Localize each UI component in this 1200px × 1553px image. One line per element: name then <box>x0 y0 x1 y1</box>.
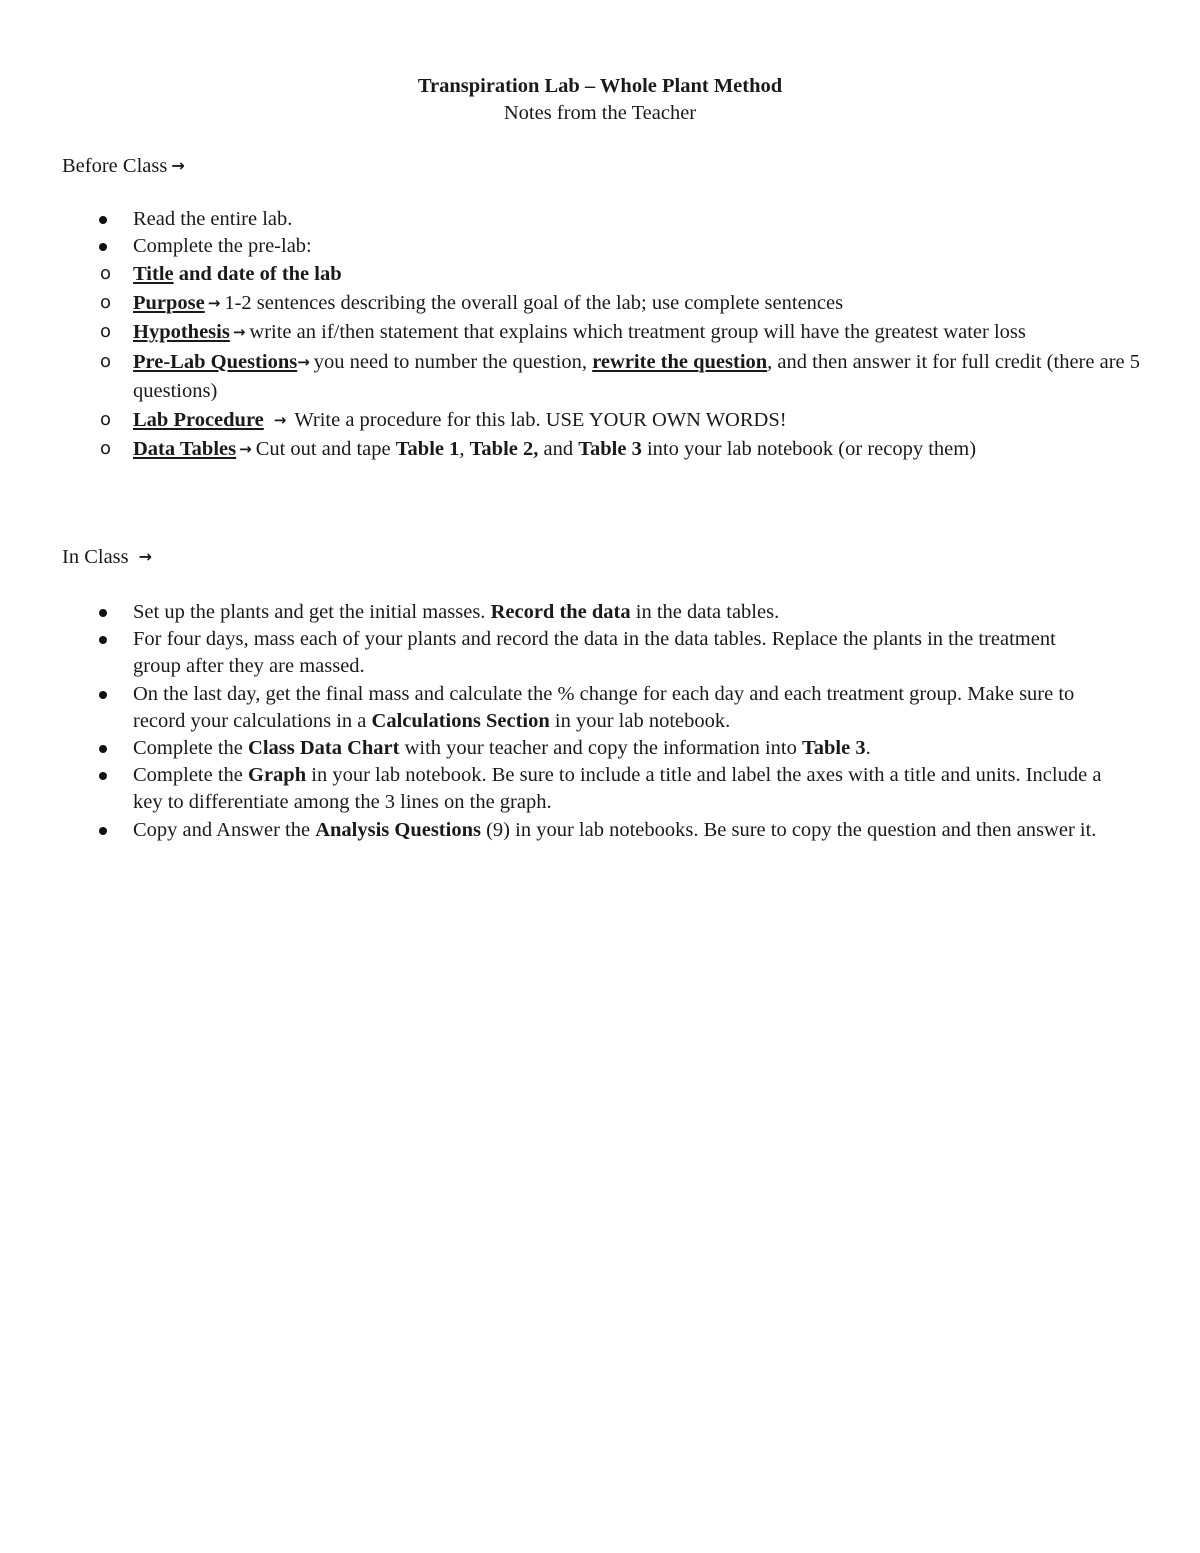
list-item: Read the entire lab. <box>0 206 1108 233</box>
sublist-item-title: o Title and date of the lab <box>63 260 1143 289</box>
list-item: On the last day, get the final mass and calculate the % change for each day and each treatment group. Make sure to record your calculations in a Calculations Section in your lab notebook. <box>0 681 1108 735</box>
sublist-item-purpose: o Purpose → 1-2 sentences describing the overall goal of the lab; use complete sentences <box>63 289 1143 319</box>
list-item: Complete the pre-lab: o Title and date of the lab o Purpose → 1-2 sentences describing the overall goal of the lab; use complete sentences o Hypothesis → write an if/then statement that explains which treatment group will have the greatest water loss o Pre-Lab Questions→ you need to number the question, rewrite the question, and then answer it for full credit (there are 5 questions) o Lab Procedure → Write a procedure for this lab. USE YOUR OWN WORDS! o Data Tables → Cut out and tape Table 1, Table 2, and Table 3 into your lab notebook (or recopy them) <box>0 233 1108 465</box>
sublist-item-lab-procedure: o Lab Procedure → Write a procedure for this lab. USE YOUR OWN WORDS! <box>63 406 1143 436</box>
list-item: For four days, mass each of your plants and record the data in the data tables. Replace the plants in the treatment group after they are massed. <box>0 626 1108 680</box>
circle-bullet-icon: o <box>100 263 112 285</box>
circle-bullet-icon: o <box>100 350 112 372</box>
bullet-icon <box>99 827 107 835</box>
bullet-icon <box>99 636 107 644</box>
list-item: Copy and Answer the Analysis Questions (9) in your lab notebooks. Be sure to copy the question and then answer it. <box>0 817 1108 844</box>
bullet-icon <box>99 216 107 224</box>
bullet-icon <box>99 243 107 251</box>
sublist-item-hypothesis: o Hypothesis → write an if/then statement that explains which treatment group will have the greatest water loss <box>63 318 1143 348</box>
right-arrow-icon: → <box>207 293 221 312</box>
page-title: Transpiration Lab – Whole Plant Method <box>417 75 783 97</box>
section-heading-in-class <box>62 544 152 571</box>
circle-bullet-icon: o <box>100 408 112 430</box>
section-heading-label: Before Class <box>62 155 168 177</box>
bullet-icon <box>99 772 107 780</box>
right-arrow-icon: → <box>239 440 252 459</box>
right-arrow-icon: → <box>273 410 287 429</box>
right-arrow-icon: → <box>171 156 185 175</box>
right-arrow-icon: → <box>138 547 153 566</box>
circle-bullet-icon: o <box>100 321 112 343</box>
list-item: Set up the plants and get the initial masses. Record the data in the data tables. <box>0 599 1108 626</box>
bullet-icon <box>99 691 107 699</box>
right-arrow-icon: → <box>297 352 310 371</box>
before-class-list <box>0 206 1200 465</box>
in-class-list <box>0 599 1200 844</box>
bullet-icon <box>99 609 107 617</box>
sublist-item-prelab-questions: o Pre-Lab Questions→ you need to number the question, rewrite the question, and then answer it for full credit (there are 5 questions) <box>63 348 1143 406</box>
section-heading-label: In Class <box>62 546 129 568</box>
page-subtitle: Notes from the Teacher <box>503 102 697 124</box>
section-heading-before-class <box>62 153 185 180</box>
sublist-item-data-tables: o Data Tables → Cut out and tape Table 1, Table 2, and Table 3 into your lab notebook (or recopy them) <box>63 435 1143 465</box>
list-item: Complete the Graph in your lab notebook. Be sure to include a title and label the axes with a title and units. Include a key to differentiate among the 3 lines on the graph. <box>0 762 1108 816</box>
prelab-sublist <box>100 260 1140 465</box>
circle-bullet-icon: o <box>100 291 112 313</box>
right-arrow-icon: → <box>232 323 246 342</box>
circle-bullet-icon: o <box>100 438 112 460</box>
bullet-icon <box>99 745 107 753</box>
list-item: Complete the Class Data Chart with your teacher and copy the information into Table 3. <box>0 735 1108 762</box>
